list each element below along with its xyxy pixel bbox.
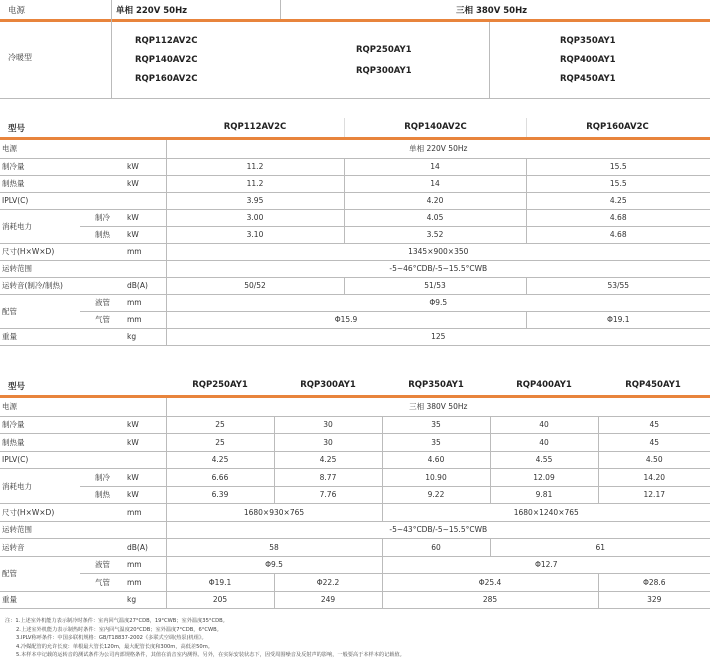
t1-gas-label: 气管 [80, 311, 125, 328]
t2-row-pc-cool [0, 469, 710, 487]
t2-pc-cool-unit: kW [125, 469, 166, 487]
t1-pc-cool-label: 制冷 [80, 209, 125, 226]
footnote-3: 3.IPLV称呼条件：中国多联机规格：GB/T18837-2002《多联式空调(热泵)机组》。 [16, 635, 207, 642]
t1-pc-cool-1: 3.00 [166, 209, 344, 226]
t2-power-value: 三相 380V 50Hz [166, 398, 710, 416]
t1-row-pc-cool [0, 209, 710, 226]
t2-heat-4: 40 [490, 434, 598, 452]
t2-row-range [0, 521, 710, 539]
t1-heat-2: 14 [344, 175, 526, 192]
t2-iplv-3: 4.60 [382, 451, 490, 469]
t2-weight-label: 重量 [0, 591, 125, 609]
t1-liquid-label: 液管 [80, 294, 125, 311]
t1-weight-value: 125 [166, 328, 710, 345]
t2-row-iplv [0, 451, 710, 469]
t1-noise-2: 51/53 [344, 277, 526, 294]
t1-size-label: 尺寸(H×W×D) [0, 243, 125, 260]
t2-size-2: 1680×1240×765 [382, 504, 710, 522]
t1-pc-heat-2: 3.52 [344, 226, 526, 243]
t1-heat-1: 11.2 [166, 175, 344, 192]
t2-weight-3: 285 [382, 591, 598, 609]
t2-iplv-5: 4.50 [598, 451, 710, 469]
t2-pc-heat-label: 制热 [80, 486, 125, 504]
t2-pc-heat-4: 9.81 [490, 486, 598, 504]
t1-liquid-unit: mm [125, 294, 166, 311]
t2-pc-heat-3: 9.22 [382, 486, 490, 504]
t2-model-col-5: RQP450AY1 [625, 380, 681, 390]
t1-row-weight [0, 328, 710, 345]
t2-gas-2: Φ22.2 [274, 574, 382, 592]
t1-row-power [0, 140, 710, 158]
t2-iplv-1: 4.25 [166, 451, 274, 469]
t2-gas-4: Φ28.6 [598, 574, 710, 592]
t2-weight-unit: kg [125, 591, 166, 609]
t1-weight-unit: kg [125, 328, 166, 345]
t1-heat-label: 制热量 [0, 175, 125, 192]
footnotes [5, 617, 405, 660]
top-model-300: RQP300AY1 [356, 66, 412, 76]
t1-row-liquid [0, 294, 710, 311]
top-type-label: 冷暖型 [8, 53, 32, 62]
t1-pc-cool-3: 4.68 [526, 209, 710, 226]
t2-noise-2: 60 [382, 539, 490, 557]
t2-iplv-label: IPLV(C) [0, 451, 125, 469]
t2-iplv-2: 4.25 [274, 451, 382, 469]
top-single-phase: 单相 220V 50Hz [116, 6, 188, 16]
t2-heat-2: 30 [274, 434, 382, 452]
top-header-underline [0, 19, 710, 22]
t2-gas-unit: mm [125, 574, 166, 592]
t2-noise-label: 运转音 [0, 539, 125, 557]
t2-weight-2: 249 [274, 591, 382, 609]
t2-pc-cool-2: 8.77 [274, 469, 382, 487]
top-model-450: RQP450AY1 [560, 74, 616, 84]
t1-weight-label: 重量 [0, 328, 125, 345]
top-divider-3 [489, 22, 490, 98]
t1-cool-label: 制冷量 [0, 158, 125, 175]
t2-heat-unit: kW [125, 434, 166, 452]
t2-noise-1: 58 [166, 539, 382, 557]
t1-cool-1: 11.2 [166, 158, 344, 175]
t1-pc-cool-2: 4.05 [344, 209, 526, 226]
t1-row-range [0, 260, 710, 277]
t2-row-power [0, 398, 710, 416]
t2-pc-cool-label: 制冷 [80, 469, 125, 487]
t2-row-weight [0, 591, 710, 609]
top-model-140: RQP140AV2C [135, 55, 198, 65]
t2-pc-cool-4: 12.09 [490, 469, 598, 487]
top-divider-1 [111, 0, 112, 98]
top-model-250: RQP250AY1 [356, 45, 412, 55]
t2-heat-label: 制热量 [0, 434, 125, 452]
t1-gas-1: Φ15.9 [166, 311, 526, 328]
t2-pc-cool-5: 14.20 [598, 469, 710, 487]
t1-iplv-label: IPLV(C) [0, 192, 125, 209]
t1-heat-3: 15.5 [526, 175, 710, 192]
t2-iplv-4: 4.55 [490, 451, 598, 469]
t1-model-col-2: RQP140AV2C [404, 122, 467, 132]
t2-range-label: 运转范围 [0, 521, 125, 539]
t2-spec-table [0, 398, 710, 609]
t2-row-liquid [0, 556, 710, 574]
t1-model-col-3: RQP160AV2C [586, 122, 649, 132]
t2-cool-2: 30 [274, 416, 382, 434]
t2-pipe-label: 配管 [0, 556, 80, 591]
t1-pc-label: 消耗电力 [0, 209, 80, 243]
t2-cool-3: 35 [382, 416, 490, 434]
t2-pc-cool-1: 6.66 [166, 469, 274, 487]
t1-spec-table [0, 140, 710, 346]
t1-power-value: 单相 220V 50Hz [166, 140, 710, 158]
t1-heat-unit: kW [125, 175, 166, 192]
t1-gas-2: Φ19.1 [526, 311, 710, 328]
t2-cool-label: 制冷量 [0, 416, 125, 434]
t2-pc-heat-unit: kW [125, 486, 166, 504]
t1-noise-3: 53/55 [526, 277, 710, 294]
t1-range-value: -5~46°CDB/-5~15.5°CWB [166, 260, 710, 277]
t2-cool-5: 45 [598, 416, 710, 434]
t2-model-col-2: RQP300AY1 [300, 380, 356, 390]
t1-row-iplv [0, 192, 710, 209]
t2-range-value: -5~43°CDB/-5~15.5°CWB [166, 521, 710, 539]
t1-size-unit: mm [125, 243, 166, 260]
t2-pc-heat-2: 7.76 [274, 486, 382, 504]
t1-row-gas [0, 311, 710, 328]
t1-row-size [0, 243, 710, 260]
t2-noise-unit: dB(A) [125, 539, 166, 557]
t2-liquid-unit: mm [125, 556, 166, 574]
t2-row-heat [0, 434, 710, 452]
t1-cool-2: 14 [344, 158, 526, 175]
top-bottom-line [0, 98, 710, 99]
footnote-1: 注：1.上述室外机能力表示制冷时条件：室内回气温度27°CDB，19°CWB；室外温度35°CDB。 [5, 618, 228, 624]
t2-weight-4: 329 [598, 591, 710, 609]
t1-row-cool [0, 158, 710, 175]
t2-power-label: 电源 [0, 398, 80, 416]
t1-model-label: 型号 [8, 124, 26, 134]
footnote-4: 4.冷媒配管的允许长度：单根最大管长120m，最大配管长度和300m，高低差50m。 [16, 643, 213, 650]
t2-pc-cool-3: 10.90 [382, 469, 490, 487]
t1-pc-heat-unit: kW [125, 226, 166, 243]
t2-liquid-1: Φ9.5 [166, 556, 382, 574]
t2-pc-label: 消耗电力 [0, 469, 80, 504]
t1-size-value: 1345×900×350 [166, 243, 710, 260]
t2-row-gas [0, 574, 710, 592]
footnote-2: 2.上述室外机能力表示制热时条件：室内回气温度20°CDB；室外温度7°CDB，6°CWB。 [16, 626, 222, 633]
top-power-label: 电源 [8, 6, 26, 16]
t1-noise-1: 50/52 [166, 277, 344, 294]
t2-pc-heat-1: 6.39 [166, 486, 274, 504]
t2-model-col-4: RQP400AY1 [516, 380, 572, 390]
t1-liquid-value: Φ9.5 [166, 294, 710, 311]
t2-size-1: 1680×930×765 [166, 504, 382, 522]
t1-pc-heat-3: 4.68 [526, 226, 710, 243]
t2-heat-3: 35 [382, 434, 490, 452]
t2-heat-1: 25 [166, 434, 274, 452]
t2-liquid-2: Φ12.7 [382, 556, 710, 574]
top-three-phase: 三相 380V 50Hz [456, 6, 528, 16]
t2-cool-unit: kW [125, 416, 166, 434]
t2-size-label: 尺寸(H×W×D) [0, 504, 125, 522]
t1-power-label: 电源 [0, 140, 80, 158]
t2-heat-5: 45 [598, 434, 710, 452]
t1-iplv-3: 4.25 [526, 192, 710, 209]
top-model-400: RQP400AY1 [560, 55, 616, 65]
t2-row-pc-heat [0, 486, 710, 504]
t2-weight-1: 205 [166, 591, 274, 609]
t1-noise-label: 运转音(制冷/制热) [0, 277, 125, 294]
t2-gas-label: 气管 [80, 574, 125, 592]
t2-gas-3: Φ25.4 [382, 574, 598, 592]
t1-row-heat [0, 175, 710, 192]
t1-gas-unit: mm [125, 311, 166, 328]
t2-cool-4: 40 [490, 416, 598, 434]
t2-liquid-label: 液管 [80, 556, 125, 574]
t1-row-noise [0, 277, 710, 294]
t1-noise-unit: dB(A) [125, 277, 166, 294]
top-model-350: RQP350AY1 [560, 36, 616, 46]
t2-row-noise [0, 539, 710, 557]
t1-pc-heat-label: 制热 [80, 226, 125, 243]
footnote-5: 5.本样本中记载的运转音的测试条件为公司内部规格条件，其值在消音室内测得。另外，在实际安装状态下，因受周围噪音及反射声的影响，一般要高于本样本的记载值。 [16, 652, 405, 659]
t2-gas-1: Φ19.1 [166, 574, 274, 592]
top-model-160: RQP160AV2C [135, 74, 198, 84]
t1-pipe-label: 配管 [0, 294, 80, 328]
t2-model-col-3: RQP350AY1 [408, 380, 464, 390]
t1-range-label: 运转范围 [0, 260, 125, 277]
t2-noise-3: 61 [490, 539, 710, 557]
t1-model-col-1: RQP112AV2C [223, 122, 287, 132]
t1-pc-heat-1: 3.10 [166, 226, 344, 243]
t1-cool-unit: kW [125, 158, 166, 175]
t1-cool-3: 15.5 [526, 158, 710, 175]
top-model-112: RQP112AV2C [135, 36, 198, 46]
t2-size-unit: mm [125, 504, 166, 522]
t1-pc-cool-unit: kW [125, 209, 166, 226]
t2-row-size [0, 504, 710, 522]
t2-model-label: 型号 [8, 382, 26, 392]
top-divider-2 [280, 0, 281, 19]
t1-iplv-2: 4.20 [344, 192, 526, 209]
t2-row-cool [0, 416, 710, 434]
t2-model-col-1: RQP250AY1 [192, 380, 248, 390]
t2-cool-1: 25 [166, 416, 274, 434]
t2-pc-heat-5: 12.17 [598, 486, 710, 504]
t1-iplv-1: 3.95 [166, 192, 344, 209]
t1-row-pc-heat [0, 226, 710, 243]
